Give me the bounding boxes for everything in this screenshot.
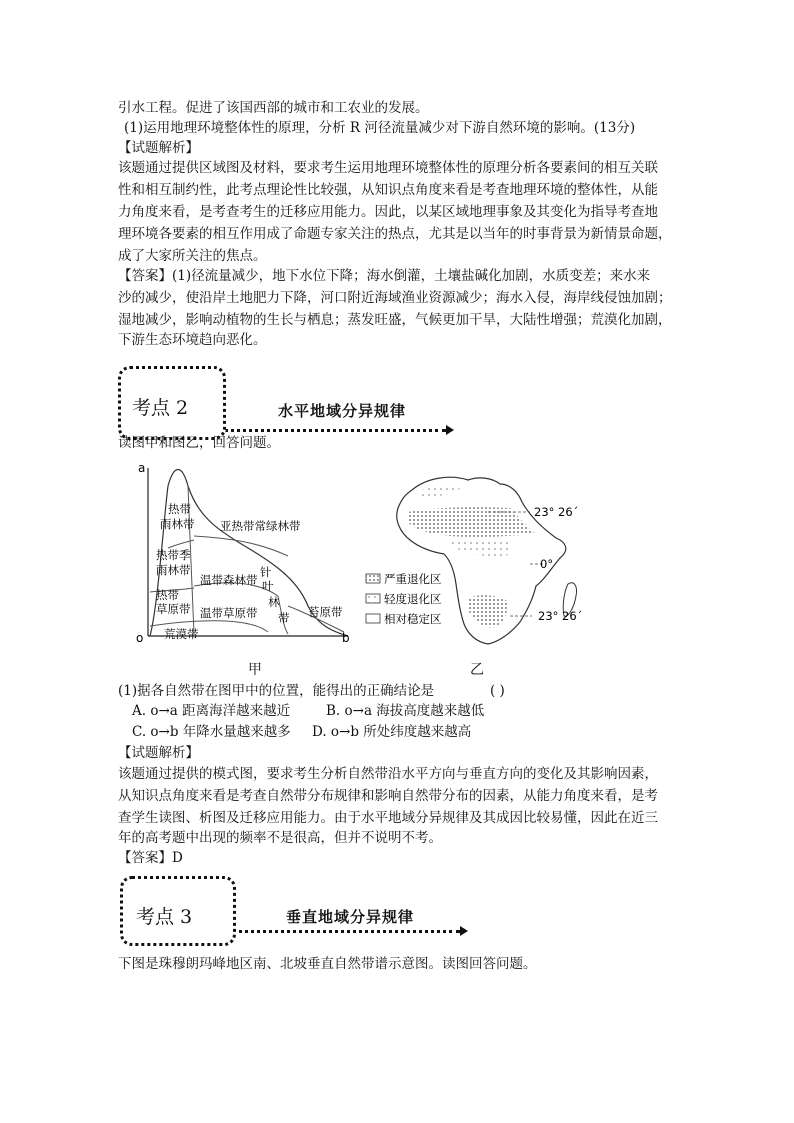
paragraph-line: 理环境各要素的相互作用成了命题专家关注的热点，尤其是以当年的时事背景为新情景命题， (118, 226, 672, 242)
zone-label: 荒漠带 (164, 627, 199, 641)
answer-line: 下游生态环境趋向恶化。 (118, 332, 267, 348)
legend-swatch-severe (366, 574, 380, 583)
zone-label: 温带草原带 (200, 606, 258, 620)
axis-label-o: o (136, 631, 144, 645)
natural-zone-diagram (128, 456, 360, 646)
zone-label: 林 (268, 595, 280, 609)
option-b: B. o→a 海拔高度越来越低 (326, 703, 485, 719)
paragraph-line: 性和相互制约性，此考点理论性比较强，从知识点角度来看是考查地理环境的整体性，从能 (118, 182, 658, 198)
lat-label-equator: 0° (540, 557, 554, 571)
option-a: A. o→a 距离海洋越来越近 (132, 703, 291, 719)
zone-label: 草原带 (156, 602, 191, 616)
option-c: C. o→b 年降水量越来越多 (132, 724, 291, 740)
answer-line: 沙的减少，使沿岸土地肥力下降，河口附近海域渔业资源减少；海水入侵，海岸线侵蚀加剧； (118, 290, 672, 306)
zone-label: 热带季 (156, 548, 191, 562)
paragraph-line: 从知识点角度来看是考查自然带分布规律和影响自然带分布的因素，从能力角度来看，是考 (118, 788, 658, 804)
paragraph-line: 该题通过提供区域图及材料，要求考生运用地理环境整体性的原理分析各要素间的相互关联 (118, 160, 658, 176)
section-title: 垂直地域分异规律 (286, 908, 415, 926)
question-stem: (1)据各自然带在图甲中的位置，能得出的正确结论是 (118, 683, 435, 699)
zone-label: 叶 (262, 579, 274, 593)
axis-label-a: a (138, 461, 146, 475)
question-line: (1)运用地理环境整体性的原理，分析 R 河径流量减少对下游自然环境的影响。(13分) (124, 120, 636, 136)
paragraph-line: 查学生读图、析图及迁移应用能力。由于水平地域分异规律及其成因比较易懂，因此在近三 (118, 810, 658, 826)
section-intro: 下图是珠穆朗玛峰地区南、北坡垂直自然带谱示意图。读图回答问题。 (118, 956, 537, 972)
legend-label: 轻度退化区 (384, 592, 442, 606)
figure-caption-jia: 甲 (248, 662, 262, 678)
analysis-heading: 【试题解析】 (118, 745, 199, 761)
section-arrow-line (200, 429, 446, 432)
section-title: 水平地域分异规律 (278, 402, 407, 420)
section-arrow-head (460, 926, 468, 936)
section-label: 考点 3 (136, 906, 193, 928)
lat-label-north: 23° 26´ (534, 505, 579, 519)
paragraph-line: 引水工程。促进了该国西部的城市和工农业的发展。 (118, 100, 429, 116)
figure-caption-yi: 乙 (470, 662, 484, 678)
axis-label-b: b (342, 631, 350, 645)
answer-bracket: ( ) (490, 683, 505, 699)
paragraph-line: 成了大家所关注的焦点。 (118, 248, 267, 264)
paragraph-line: 力角度来看，是考查考生的迁移应用能力。因此，以某区域地理事象及其变化为指导考查地 (118, 204, 658, 220)
paragraph-line: 年的高考题中出现的频率不是很高，但并不说明不考。 (118, 830, 442, 846)
legend-swatch-light (366, 594, 380, 603)
paragraph-line: 该题通过提供的模式图，要求考生分析自然带沿水平方向与垂直方向的变化及其影响因素， (118, 766, 658, 782)
zone-label: 温带森林带 (200, 573, 258, 587)
analysis-heading: 【试题解析】 (118, 140, 199, 156)
zone-label: 热带 (156, 588, 179, 602)
zone-label: 热带 (168, 502, 191, 516)
zone-label: 亚热带常绿林带 (220, 519, 301, 533)
zone-label: 针 (260, 565, 272, 579)
legend-label: 相对稳定区 (384, 612, 442, 626)
section-arrow-head (446, 425, 454, 435)
legend-label: 严重退化区 (384, 572, 442, 586)
option-d: D. o→b 所处纬度越来越高 (312, 724, 472, 740)
zone-label: 苔原带 (308, 605, 343, 619)
section-intro: 读图甲和图乙，回答问题。 (118, 435, 280, 451)
zone-label: 雨林带 (160, 517, 195, 531)
section-arrow-line (208, 930, 460, 933)
lat-label-south: 23° 26´ (538, 609, 583, 623)
zone-label: 雨林带 (156, 563, 191, 577)
zone-label: 带 (278, 611, 290, 625)
zone-boundary (194, 536, 288, 556)
section-label: 考点 2 (132, 397, 189, 419)
legend-swatch-stable (366, 614, 380, 623)
answer-line: 湿地减少，影响动植物的生长与栖息；蒸发旺盛，气候更加干旱，大陆性增强；荒漠化加剧， (118, 312, 672, 328)
africa-degradation-map (360, 462, 600, 658)
answer-line: 【答案】(1)径流量减少，地下水位下降；海水倒灌，土壤盐碱化加剧，水质变差；来水来 (118, 268, 651, 284)
answer-line: 【答案】D (118, 850, 183, 866)
